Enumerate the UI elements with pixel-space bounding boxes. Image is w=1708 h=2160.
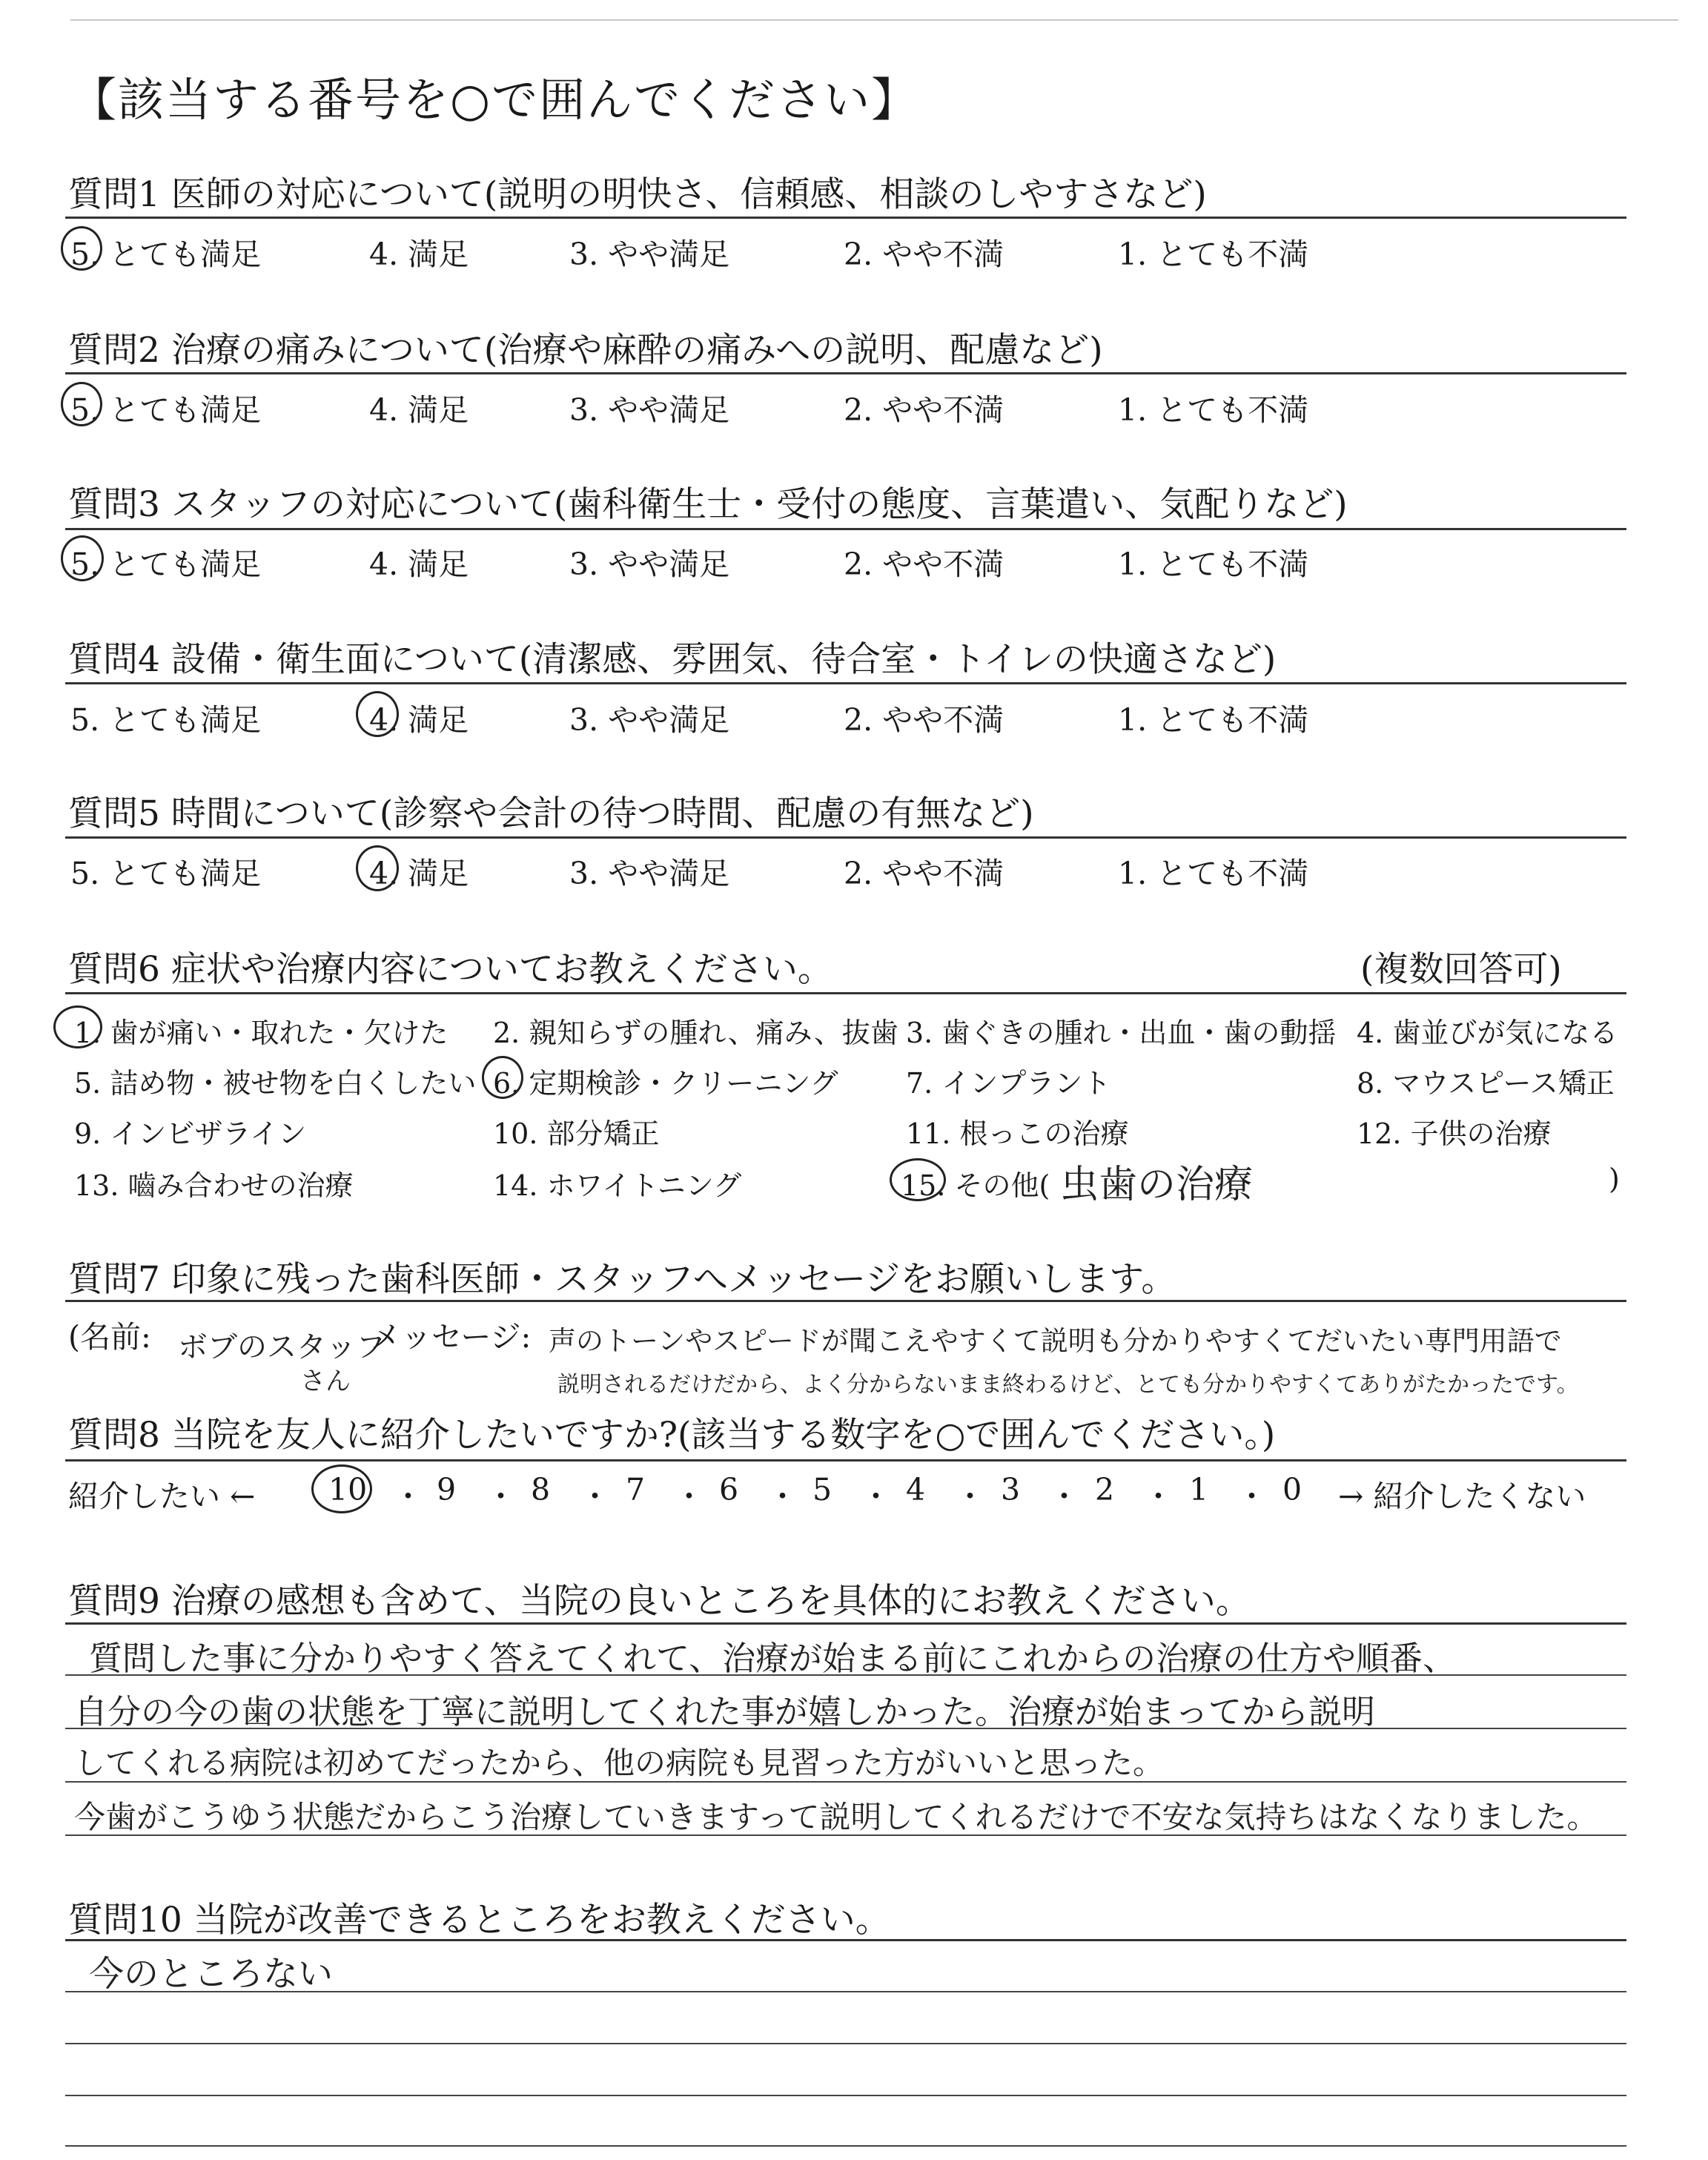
q8-dot-2: ・	[486, 1479, 516, 1514]
q6-note: (複数回答可)	[1360, 949, 1562, 990]
q7-title: 質問7 印象に残った歯科医師・スタッフへメッセージをお願いします。	[68, 1259, 1176, 1300]
q8-dot-4: ・	[674, 1479, 704, 1514]
q6-option-6[interactable]: 6. 定期検診・クリーニング	[493, 1067, 838, 1100]
q10-rule-2	[65, 2043, 1626, 2044]
q2-option-4[interactable]: 4. 満足	[369, 392, 469, 428]
q8-dot-3: ・	[580, 1479, 610, 1514]
q8-dot-10: ・	[1237, 1479, 1267, 1514]
q2-option-2[interactable]: 2. やや不満	[844, 392, 1004, 428]
q6-option-7[interactable]: 7. インプラント	[906, 1067, 1111, 1100]
q1-option-1[interactable]: 1. とても不満	[1118, 237, 1309, 272]
q8-score-9[interactable]: 9	[437, 1472, 457, 1507]
q1-option-4[interactable]: 4. 満足	[369, 237, 469, 272]
q2-title: 質問2 治療の痛みについて(治療や麻酔の痛みへの説明、配慮など)	[68, 330, 1103, 371]
q3-rule	[65, 528, 1626, 530]
q2-option-1[interactable]: 1. とても不満	[1118, 392, 1309, 428]
q4-option-3[interactable]: 3. やや満足	[569, 702, 730, 738]
q4-selection-circle	[356, 691, 399, 737]
q6-option-15[interactable]: 15. その他(	[901, 1169, 1050, 1202]
q10-line-1: 今のところない	[89, 1954, 333, 1995]
q6-option-13[interactable]: 13. 嚙み合わせの治療	[74, 1169, 354, 1202]
q4-option-4[interactable]: 4. 満足	[369, 702, 469, 738]
q3-option-4[interactable]: 4. 満足	[369, 546, 469, 582]
q5-selection-circle	[356, 845, 399, 891]
q5-option-5[interactable]: 5. とても満足	[70, 856, 262, 891]
q3-option-3[interactable]: 3. やや満足	[569, 546, 730, 582]
q5-title: 質問5 時間について(診察や会計の待つ時間、配慮の有無など)	[68, 793, 1034, 834]
q6-option-9[interactable]: 9. インビザライン	[74, 1117, 307, 1150]
q4-title: 質問4 設備・衛生面について(清潔感、雰囲気、待合室・トイレの快適さなど)	[68, 639, 1277, 680]
q6-selection-circle-6	[482, 1056, 523, 1099]
q6-other-close-paren: )	[1609, 1163, 1620, 1195]
page-title: 【該当する番号を○で囲んでください】	[70, 73, 919, 127]
q8-score-4[interactable]: 4	[906, 1472, 926, 1507]
q2-option-3[interactable]: 3. やや満足	[569, 392, 730, 428]
q3-option-2[interactable]: 2. やや不満	[844, 546, 1004, 582]
q8-score-10[interactable]: 10	[328, 1472, 368, 1507]
q8-dot-9: ・	[1143, 1479, 1174, 1514]
q7-rule	[65, 1300, 1626, 1302]
q3-title: 質問3 スタッフの対応について(歯科衛生士・受付の態度、言葉遣い、気配りなど)	[68, 484, 1348, 525]
q8-score-8[interactable]: 8	[531, 1472, 551, 1507]
q6-option-3[interactable]: 3. 歯ぐきの腫れ・出血・歯の動揺	[906, 1017, 1337, 1049]
q6-option-5[interactable]: 5. 詰め物・被せ物を白くしたい	[74, 1067, 477, 1100]
q5-option-2[interactable]: 2. やや不満	[844, 856, 1004, 891]
q1-title: 質問1 医師の対応について(説明の明快さ、信頼感、相談のしやすさなど)	[68, 174, 1207, 215]
q8-rule	[65, 1459, 1626, 1462]
q8-dot-5: ・	[767, 1479, 798, 1514]
q9-line-2: 自分の今の歯の状態を丁寧に説明してくれた事が嬉しかった。治療が始まってから説明	[74, 1692, 1376, 1731]
q2-option-5[interactable]: 5. とても満足	[70, 392, 262, 428]
q10-rule-3	[65, 2095, 1626, 2096]
q7-message-line-1: 声のトーンやスピードが聞こえやすくて説明も分かりやすくてだいたい専門用語で	[549, 1325, 1562, 1357]
top-edge	[0, 0, 1708, 22]
q6-option-10[interactable]: 10. 部分矯正	[493, 1117, 660, 1150]
q7-name-value: ボブのスタッフ	[178, 1330, 385, 1364]
q9-title: 質問9 治療の感想も含めて、当院の良いところを具体的にお教えください。	[68, 1581, 1251, 1622]
q4-option-1[interactable]: 1. とても不満	[1118, 702, 1309, 738]
q5-option-3[interactable]: 3. やや満足	[569, 856, 730, 891]
q6-selection-circle-1	[53, 1005, 102, 1048]
q6-option-11[interactable]: 11. 根っこの治療	[906, 1117, 1129, 1150]
q10-rule-4	[65, 2145, 1626, 2147]
q8-score-5[interactable]: 5	[812, 1472, 833, 1507]
q1-option-5[interactable]: 5. とても満足	[70, 237, 262, 272]
q6-title: 質問6 症状や治療内容についてお教えください。	[68, 949, 833, 990]
q7-name-suffix: さん	[300, 1367, 351, 1396]
q4-option-2[interactable]: 2. やや不満	[844, 702, 1004, 738]
q9-line-1: 質問した事に分かりやすく答えてくれて、治療が始まる前にこれからの治療の仕方や順番、	[89, 1639, 1457, 1678]
q4-option-5[interactable]: 5. とても満足	[70, 702, 262, 738]
q8-left-label: 紹介したい ←	[68, 1479, 256, 1514]
q8-score-6[interactable]: 6	[719, 1472, 739, 1507]
q7-name-label: (名前:	[68, 1319, 151, 1355]
q8-title: 質問8 当院を友人に紹介したいですか?(該当する数字を○で囲んでください。)	[68, 1415, 1276, 1456]
q2-rule	[65, 372, 1626, 374]
q6-rule	[65, 992, 1626, 994]
q8-dot-8: ・	[1049, 1479, 1079, 1514]
q3-selection-circle	[61, 535, 104, 581]
q8-dot-1: ・	[393, 1479, 423, 1514]
q6-selection-circle-15	[890, 1158, 946, 1201]
q3-option-1[interactable]: 1. とても不満	[1118, 546, 1309, 582]
q6-option-8[interactable]: 8. マウスピース矯正	[1357, 1067, 1615, 1100]
q8-score-1[interactable]: 1	[1189, 1472, 1209, 1507]
q6-other-text: 虫歯の治療	[1060, 1163, 1254, 1207]
q5-rule	[65, 836, 1626, 839]
q6-option-4[interactable]: 4. 歯並びが気になる	[1357, 1017, 1618, 1049]
q6-option-14[interactable]: 14. ホワイトニング	[493, 1169, 742, 1202]
q8-score-2[interactable]: 2	[1095, 1472, 1115, 1507]
q5-option-1[interactable]: 1. とても不満	[1118, 856, 1309, 891]
q7-message-line-2: 説明されるだけだから、よく分からないまま終わるけど、とても分かりやすくてありがたかったです。	[557, 1372, 1579, 1398]
q8-dot-7: ・	[955, 1479, 985, 1514]
q1-option-2[interactable]: 2. やや不満	[844, 237, 1004, 272]
q8-score-3[interactable]: 3	[1001, 1472, 1021, 1507]
q9-line-3: してくれる病院は初めてだったから、他の病院も見習った方がいいと思った。	[74, 1745, 1165, 1781]
q6-option-1[interactable]: 1. 歯が痛い・取れた・欠けた	[74, 1017, 448, 1049]
q8-dot-6: ・	[861, 1479, 891, 1514]
q8-selection-circle	[311, 1464, 372, 1513]
q8-score-0[interactable]: 0	[1282, 1472, 1302, 1507]
q7-message-label: メッセージ:	[371, 1319, 532, 1355]
q8-right-label: → 紹介したくない	[1338, 1479, 1586, 1514]
q9-line-4: 今歯がこうゆう状態だからこう治療していきますって説明してくれるだけで不安な気持ちはなくなりました。	[74, 1799, 1598, 1835]
q10-rule-0	[65, 1939, 1626, 1941]
q1-rule	[65, 217, 1626, 219]
q2-selection-circle	[61, 382, 102, 426]
q1-option-3[interactable]: 3. やや満足	[569, 237, 730, 272]
q6-option-12[interactable]: 12. 子供の治療	[1357, 1117, 1552, 1150]
q6-option-2[interactable]: 2. 親知らずの腫れ、痛み、抜歯	[493, 1017, 898, 1049]
q3-option-5[interactable]: 5. とても満足	[70, 546, 262, 582]
q1-selection-circle	[61, 226, 102, 271]
q9-rule-0	[65, 1622, 1626, 1625]
q8-score-7[interactable]: 7	[626, 1472, 646, 1507]
q10-title: 質問10 当院が改善できるところをお教えください。	[68, 1900, 890, 1941]
q4-rule	[65, 682, 1626, 684]
q5-option-4[interactable]: 4. 満足	[369, 856, 469, 891]
